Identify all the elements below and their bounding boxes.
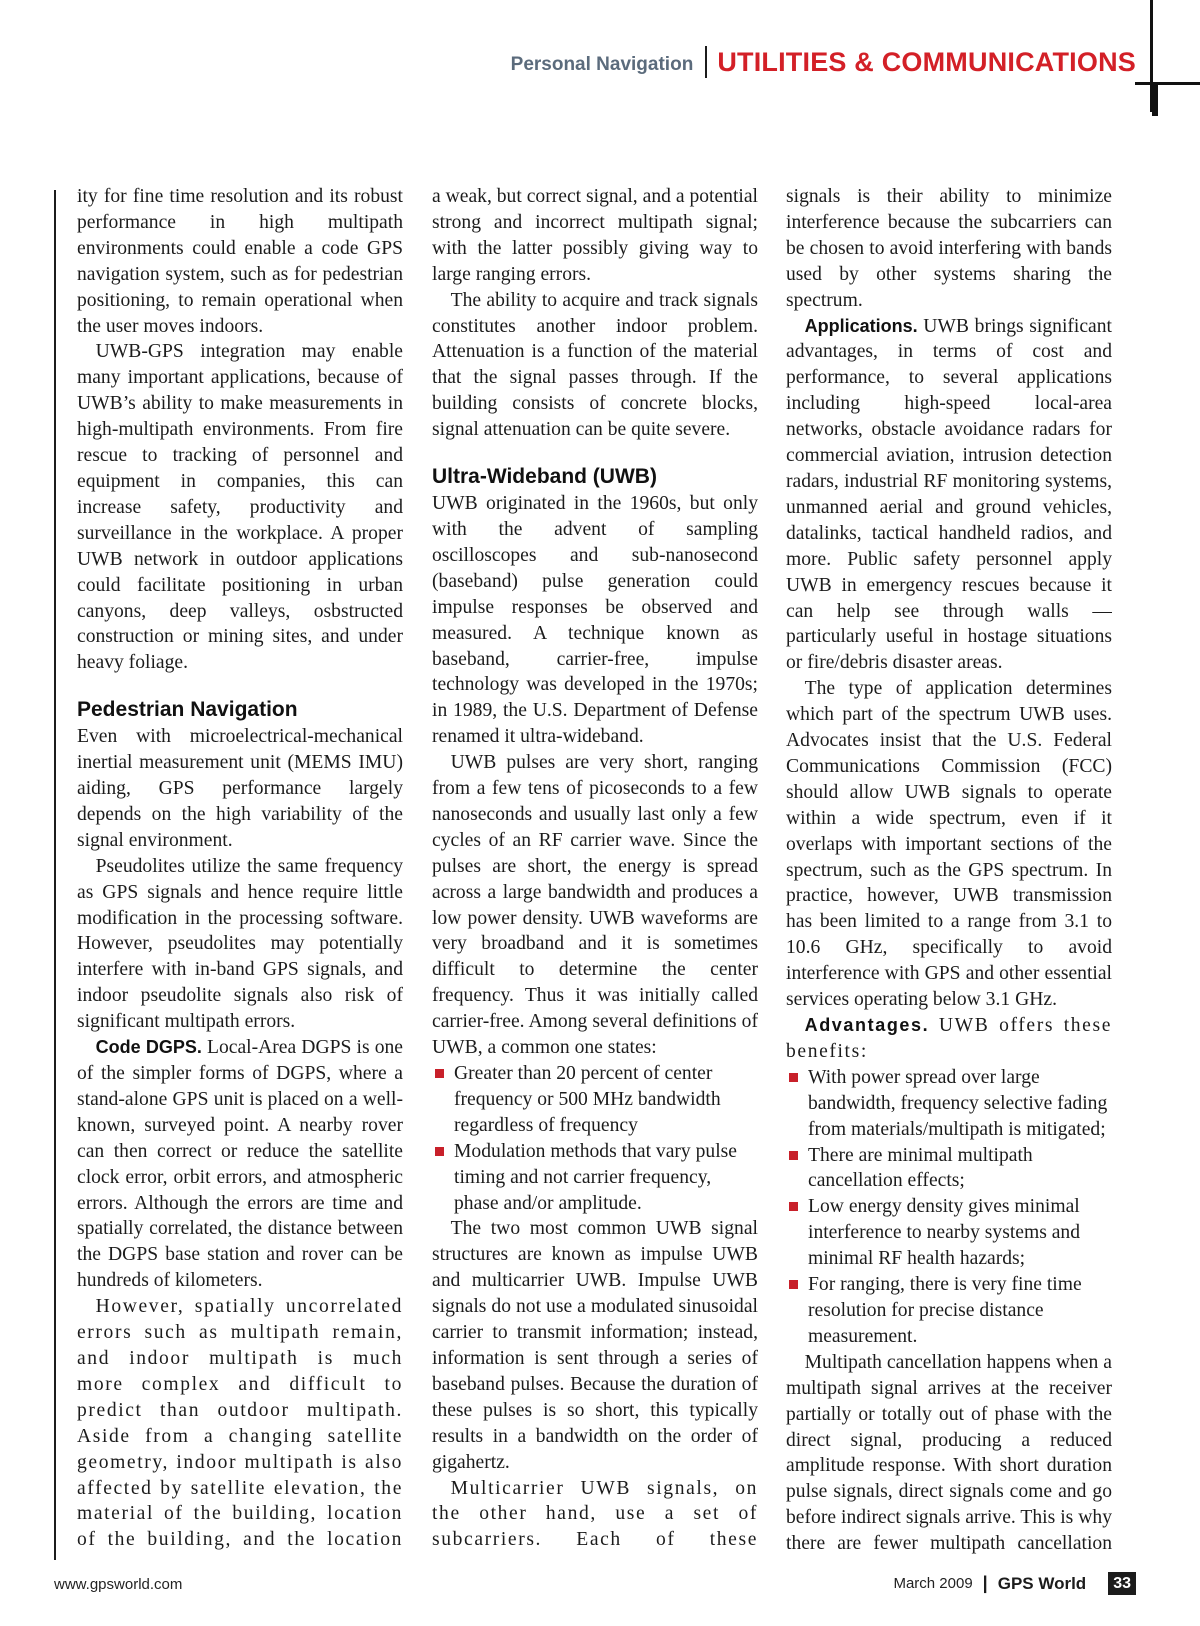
paragraph-applications bbox=[786, 314, 1112, 677]
paragraph: UWB pulses are very short, ranging from a few tens of picoseconds to a few nanoseconds and usually last only a few cycles of an RF carrier wave. Since the pulses are short, the energy is spread across a large bandwidth and produces a low power density. UWB waveforms are very broadband and it is sometimes difficult to determine the center frequency. Thus it was initially called carrier-free. Among several definitions of UWB, a common one states: bbox=[432, 752, 758, 1059]
crop-mark-horizontal bbox=[1135, 82, 1200, 85]
paragraph: ity for fine time resolution and its robust performance in high multipath environments could enable a code GPS navigation system, such as for pedestrian positioning, to remain operational when the user moves indoors. bbox=[77, 186, 403, 337]
runin-code-dgps: Code DGPS. bbox=[95, 1037, 202, 1058]
footer-magazine: GPS World bbox=[997, 1573, 1087, 1593]
list-item: Modulation methods that vary pulse timing and not carrier frequency, phase and/or amplitude. bbox=[432, 1139, 758, 1217]
footer-right bbox=[893, 1572, 1136, 1595]
heading-ultra-wideband: Ultra-Wideband (UWB) bbox=[432, 465, 657, 489]
list-item: There are minimal multipath cancellation effects; bbox=[786, 1143, 1112, 1195]
bullet-list bbox=[432, 1061, 758, 1216]
column-1 bbox=[77, 184, 403, 1554]
page-footer bbox=[54, 1572, 1136, 1598]
column-rule bbox=[54, 190, 56, 1560]
paragraph-text: UWB offers these benefits: bbox=[786, 1015, 1112, 1062]
paragraph: UWB originated in the 1960s, but only with the advent of sampling oscilloscopes and sub-nanosecond (baseband) pulse generation could impulse responses be observed and measured. A technique known as baseband, carrier-free, impulse technology was developed in the 1970s; in 1989, the U.S. Department of Defense renamed it ultra-wideband. bbox=[432, 493, 758, 748]
paragraph: The type of application determines which part of the spectrum UWB uses. Advocates insist that the U.S. Federal Communications Commission (FCC) should allow UWB signals to operate within a wide spectrum, even if it overlaps with important sections of the spectrum, such as the GPS spectrum. In practice, however, UWB transmission has been limited to a range from 3.1 to 10.6 GHz, specifically to avoid interference with GPS and other essential services operating below 3.1 GHz. bbox=[786, 678, 1112, 1011]
list-item: Greater than 20 percent of center frequency or 500 MHz bandwidth regardless of frequency bbox=[432, 1061, 758, 1139]
paragraph-advantages bbox=[786, 1013, 1112, 1065]
paragraph-code-dgps bbox=[77, 1035, 403, 1294]
heading-pedestrian-navigation: Pedestrian Navigation bbox=[77, 698, 298, 722]
running-header bbox=[511, 46, 1136, 78]
column-3 bbox=[786, 184, 1112, 1554]
paragraph: Multicarrier UWB signals, on the other hand, use a set of subcarriers. Each of these bbox=[432, 1477, 758, 1551]
page-number: 33 bbox=[1108, 1572, 1136, 1595]
list-item: With power spread over large bandwidth, frequency selective fading from materials/multipath is mitigated; bbox=[786, 1065, 1112, 1143]
list-item: For ranging, there is very fine time resolution for precise distance measurement. bbox=[786, 1272, 1112, 1350]
paragraph: Multipath cancellation happens when a multipath signal arrives at the receiver partially or totally out of phase with the direct signal, producing a reduced amplitude response. With short duration pulse signals, direct signals come and go before indirect signals arrive. This is why there are fewer multipath cancellation bbox=[786, 1351, 1112, 1554]
footer-divider: | bbox=[982, 1573, 988, 1593]
header-section: Personal Navigation bbox=[510, 54, 694, 75]
paragraph: However, spatially uncorrelated errors such as multipath remain, and indoor multipath is much more complex and difficult to predict than outdoor multipath. Aside from a changing satellite geometry, indoor multipath is also affected by satellite elevation, the material of the building, location of the building, and the location bbox=[77, 1296, 403, 1551]
header-divider bbox=[705, 46, 707, 78]
bullet-list bbox=[786, 1065, 1112, 1350]
footer-url: www.gpsworld.com bbox=[54, 1576, 183, 1593]
header-category: UTILITIES & COMMUNICATIONS bbox=[717, 47, 1136, 77]
runin-advantages: Advantages. bbox=[804, 1015, 930, 1035]
paragraph: The two most common UWB signal structures are known as impulse UWB and multicarrier UWB. Impulse UWB signals do not use a modulated sinusoidal carrier to transmit information; instead, information is sent through a series of baseband pulses. Because the duration of these pulses is so short, this typically results in a bandwidth on the order of gigahertz. bbox=[432, 1218, 758, 1473]
paragraph: Even with microelectrical-mechanical inertial measurement unit (MEMS IMU) aiding, GPS performance largely depends on the high variability of the signal environment. bbox=[77, 726, 403, 851]
column-2 bbox=[432, 184, 758, 1554]
runin-applications: Applications. bbox=[804, 315, 918, 336]
paragraph: The ability to acquire and track signals constitutes another indoor problem. Attenuation is a function of the material that the signal passes through. If the building consists of concrete blocks, signal attenuation can be quite severe. bbox=[432, 289, 758, 441]
paragraph: UWB-GPS integration may enable many important applications, because of UWB’s ability to make measurements in high-multipath environments. From fire rescue to tracking of personnel and equipment in companies, this can increase safety, productivity and surveillance in the workplace. A proper UWB network in outdoor applications could facilitate positioning in urban canyons, deep valleys, osbstructed construction or mining sites, and under heavy foliage. bbox=[77, 341, 403, 674]
paragraph-text: UWB brings significant advantages, in terms of cost and performance, to several applications including high-speed local-area networks, obstacle avoidance radars for commercial aviation, intrusion detection radars, industrial RF monitoring systems, unmanned aerial and ground vehicles, datalinks, tactical handheld radios, and more. Public safety personnel apply UWB in emergency rescues because it can help see through walls — particularly useful in hostage situations or fire/debris disaster areas. bbox=[786, 315, 1112, 674]
list-item: Low energy density gives minimal interference to nearby systems and minimal RF health hazards; bbox=[786, 1194, 1112, 1272]
crop-mark-vertical-stub bbox=[1152, 82, 1158, 116]
paragraph: Pseudolites utilize the same frequency as GPS signals and hence require little modification in the processing software. However, pseudolites may potentially interfere with in-band GPS signals, and indoor pseudolite signals also risk of significant multipath errors. bbox=[77, 855, 403, 1033]
paragraph-text: Local-Area DGPS is one of the simpler forms of DGPS, where a stand-alone GPS unit is placed on a well-known, surveyed point. A nearby rover can then correct or reduce the satellite clock error, orbit errors, and atmospheric errors. Although the errors are time and spatially correlated, the distance between the DGPS base station and rover can be hundreds of kilometers. bbox=[77, 1037, 403, 1292]
paragraph: signals is their ability to minimize interference because the subcarriers can be chosen to avoid interfering with bands used by other systems sharing the spectrum. bbox=[786, 186, 1112, 311]
footer-date: March 2009 bbox=[893, 1575, 973, 1592]
paragraph: a weak, but correct signal, and a potential strong and incorrect multipath signal; with the latter possibly giving way to large ranging errors. bbox=[432, 186, 758, 285]
